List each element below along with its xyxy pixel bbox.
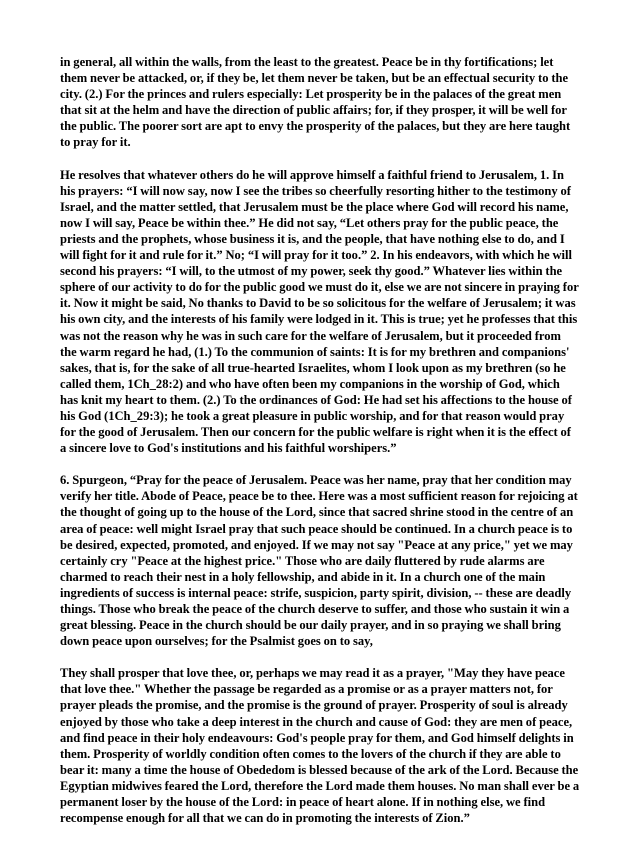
paragraph-prayer-for-city: in general, all within the walls, from the least to the greatest. Peace be in thy fortifications; let them never be attacked, or, if they be, let them never be taken, but be an effectual security to the city. (2.) For the princes and rulers especially: Let prosperity be in the palaces of the great men that sit at the helm and have the direction of public affairs; for, if they prosper, it will be well for the public. The poorer sort are apt to envy the prosperity of the palaces, but they are here taught to pray for it.	[60, 55, 571, 150]
paragraph-spurgeon-peace: 6. Spurgeon, “Pray for the peace of Jerusalem. Peace was her name, pray that her condition may verify her title. Abode of Peace, peace be to thee. Here was a most sufficient reason for rejoicing at the thought of going up to the house of the Lord, since that sacred shrine stood in the centre of an area of peace: well might Israel pray that such peace should be continued. In a church peace is to be desired, expected, promoted, and enjoyed. If we may not say "Peace at any price," yet we may certainly cry "Peace at the highest price." Those who are daily fluttered by rude alarms are charmed to reach their nest in a holy fellowship, and abide in it. In a church one of the main ingredients of success is internal peace: strife, suspicion, party spirit, division, -- these are deadly things. Those who break the peace of the church deserve to suffer, and those who sustain it win a great blessing. Peace in the church should be our daily prayer, and in so praying we shall bring down peace upon ourselves; for the Psalmist goes on to say,	[60, 473, 578, 649]
paragraph-prosper-love-thee: They shall prosper that love thee, or, perhaps we may read it as a prayer, "May they have peace that love thee." Whether the passage be regarded as a promise or as a prayer matters not, for prayer pleads the promise, and the promise is the ground of prayer. Prosperity of soul is already enjoyed by those who take a deep interest in the church and cause of God: they are men of peace, and find peace in their holy endeavours: God's people pray for them, and God himself delights in them. Prosperity of worldly condition often comes to the lovers of the church if they are able to bear it: many a time the house of Obededom is blessed because of the ark of the Lord. Because the Egyptian midwives feared the Lord, therefore the Lord made them houses. No man shall ever be a permanent loser by the house of the Lord: in peace of heart alone. If in nothing else, we find recompense enough for all that we can do in promoting the interests of Zion.”	[60, 666, 580, 826]
paragraph-faithful-friend: He resolves that whatever others do he will approve himself a faithful friend to Jerusalem, 1. In his prayers: “I will now say, now I see the tribes so cheerfully resorting hither to the testimony of Israel, and the matter settled, that Jerusalem must be the place where God will record his name, now I will say, Peace be within thee.” He did not say, “Let others pray for the public peace, the priests and the prophets, whose business it is, and the people, that have nothing else to do, and I will fight for it and rule for it.” No; “I will pray for it too.” 2. In his endeavors, with which he will second his prayers: “I will, to the utmost of my power, seek thy good.” Whatever lies within the sphere of our activity to do for the public good we must do it, else we are not sincere in praying for it. Now it might be said, No thanks to David to be so solicitous for the welfare of Jerusalem; it was his own city, and the interests of his family were lodged in it. This is true; yet he professes that this was not the reason why he was in such care for the welfare of Jerusalem, but it proceeded from the warm regard he had, (1.) To the communion of saints: It is for my brethren and companions' sakes, that is, for the sake of all true-hearted Israelites, whom I look upon as my brethren (so he called them, 1Ch_28:2) and who have often been my companions in the worship of God, which has knit my heart to them. (2.) To the ordinances of God: He had set his affections to the house of his God (1Ch_29:3); he took a great pleasure in public worship, and for that reason would pray for the good of Jerusalem. Then our concern for the public welfare is right when it is the effect of a sincere love to God's institutions and his faithful worshipers.”	[60, 167, 579, 456]
document-page	[60, 54, 580, 842]
